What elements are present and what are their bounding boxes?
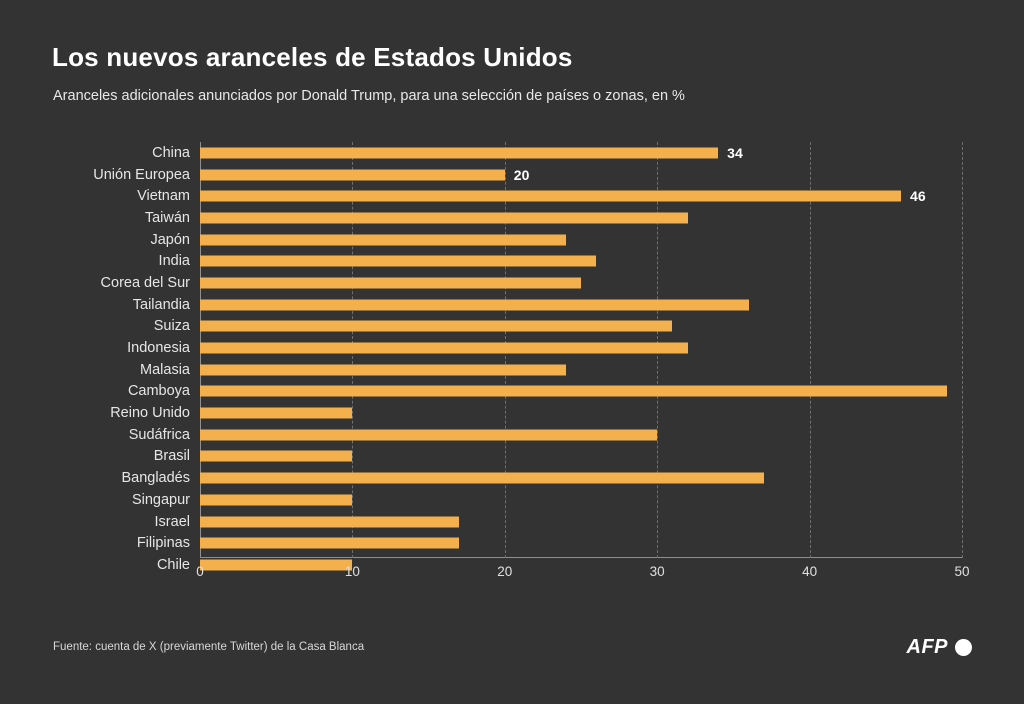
bar bbox=[200, 191, 901, 202]
bar bbox=[200, 429, 657, 440]
category-label: Tailandia bbox=[132, 296, 190, 313]
category-label: Malasia bbox=[140, 361, 190, 378]
category-label: Singapur bbox=[131, 491, 190, 508]
category-label: Filipinas bbox=[136, 535, 190, 552]
bar bbox=[200, 169, 505, 180]
bar-row bbox=[110, 402, 962, 424]
bar bbox=[200, 364, 566, 375]
category-label: Unión Europea bbox=[93, 166, 190, 183]
bar bbox=[200, 212, 688, 223]
bar-row bbox=[132, 294, 962, 316]
bar bbox=[200, 299, 749, 310]
category-label: Camboya bbox=[127, 383, 190, 400]
bar-row bbox=[127, 381, 962, 403]
x-tick-label: 10 bbox=[344, 564, 360, 579]
bar-row bbox=[150, 229, 962, 251]
category-label: Bangladés bbox=[121, 470, 190, 487]
bar bbox=[200, 538, 459, 549]
bar-row bbox=[93, 164, 962, 186]
x-tick-label: 30 bbox=[649, 564, 665, 579]
bar bbox=[200, 451, 352, 462]
bar-row bbox=[100, 272, 962, 294]
bar-row bbox=[137, 185, 962, 207]
bar-row bbox=[158, 250, 962, 272]
category-label: China bbox=[152, 144, 190, 161]
bar-row bbox=[131, 489, 962, 511]
category-label: Corea del Sur bbox=[100, 274, 190, 291]
gridline-50 bbox=[962, 142, 964, 558]
bar-chart bbox=[52, 136, 982, 579]
bar bbox=[200, 386, 947, 397]
bar-row bbox=[140, 359, 962, 381]
category-label: Japón bbox=[150, 231, 190, 248]
category-label: Brasil bbox=[153, 448, 190, 465]
bar-value-label: 34 bbox=[727, 144, 743, 161]
x-tick-label: 50 bbox=[954, 564, 970, 579]
bar bbox=[200, 343, 688, 354]
bar-row bbox=[152, 142, 962, 164]
afp-logo-dot bbox=[955, 639, 972, 656]
bar bbox=[200, 321, 672, 332]
bar-row bbox=[144, 207, 962, 229]
category-label: Suiza bbox=[153, 318, 190, 335]
bar-value-label: 46 bbox=[910, 188, 926, 205]
bar bbox=[200, 516, 459, 527]
category-label: Taiwán bbox=[144, 209, 190, 226]
bar-value-label: 20 bbox=[513, 166, 530, 183]
bar-row bbox=[153, 446, 962, 468]
bar bbox=[200, 147, 718, 158]
x-tick-label: 40 bbox=[802, 564, 818, 579]
category-label: Reino Unido bbox=[110, 405, 190, 422]
bar bbox=[200, 277, 581, 288]
bar bbox=[200, 473, 764, 484]
category-label: Vietnam bbox=[137, 188, 190, 205]
x-tick-label: 0 bbox=[196, 564, 204, 579]
bar-row bbox=[154, 511, 962, 533]
afp-logo bbox=[907, 636, 973, 659]
bar bbox=[200, 494, 352, 505]
source-note: Fuente: cuenta de X (previamente Twitter) de la Casa Blanca bbox=[53, 641, 365, 653]
page-subtitle: Aranceles adicionales anunciados por Donald Trump, para una selección de países o zonas, en % bbox=[53, 88, 685, 104]
x-axis-ticks bbox=[196, 564, 970, 584]
category-label: India bbox=[158, 253, 190, 270]
bar-row bbox=[127, 337, 962, 359]
category-label: Chile bbox=[156, 556, 190, 573]
bar-row bbox=[121, 467, 962, 489]
bar bbox=[200, 256, 596, 267]
category-label: Israel bbox=[154, 513, 190, 530]
plot-area bbox=[93, 142, 970, 579]
afp-logo-text: AFP bbox=[906, 636, 948, 658]
bar bbox=[200, 408, 352, 419]
bar-row bbox=[128, 424, 962, 446]
bar-row bbox=[153, 316, 962, 338]
bar-row bbox=[136, 532, 962, 554]
category-label: Indonesia bbox=[127, 340, 190, 357]
x-tick-label: 20 bbox=[497, 564, 513, 579]
category-label: Sudáfrica bbox=[128, 426, 190, 443]
bar bbox=[200, 234, 566, 245]
page-title: Los nuevos aranceles de Estados Unidos bbox=[52, 42, 573, 72]
